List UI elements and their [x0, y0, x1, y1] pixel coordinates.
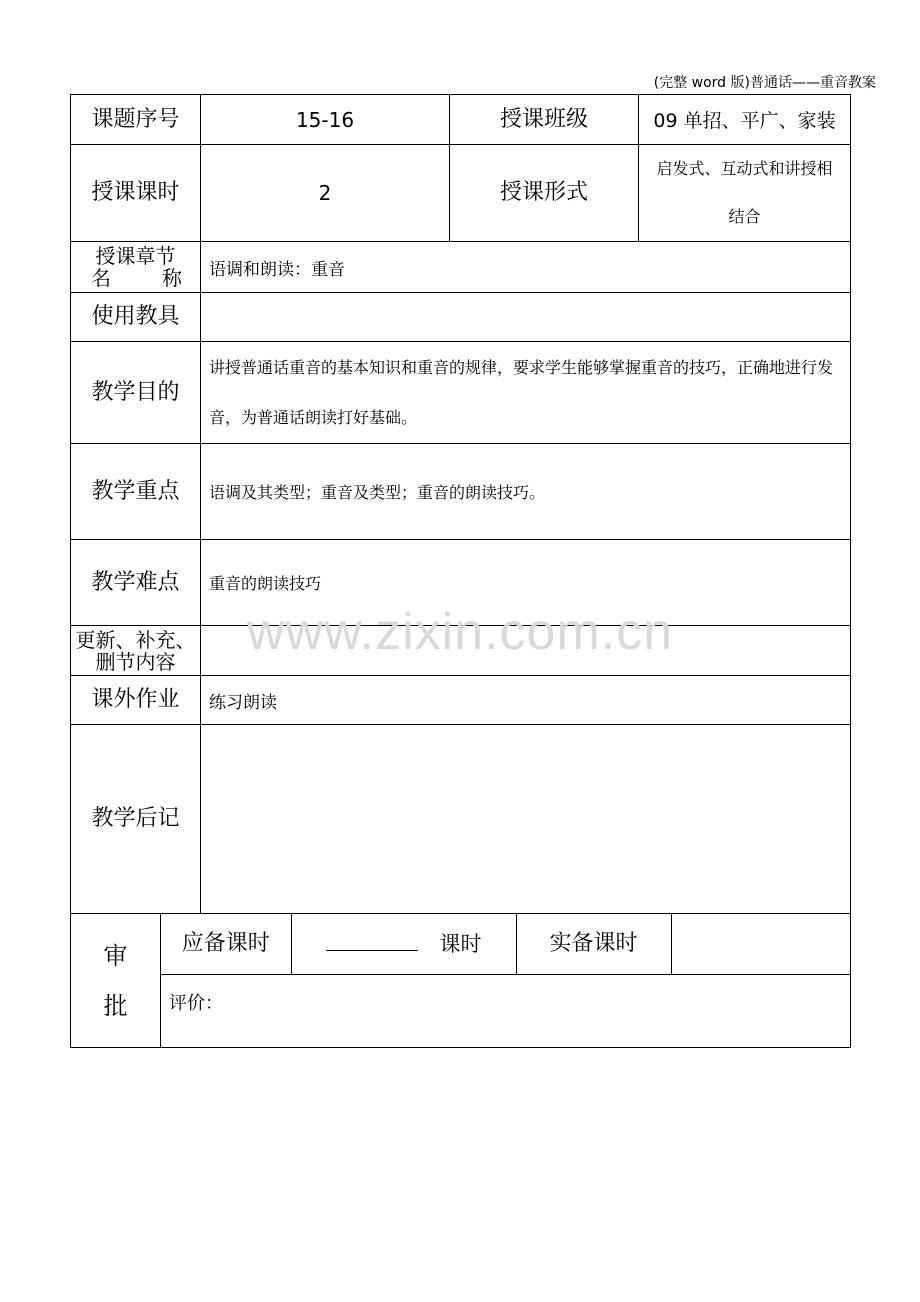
row-update	[71, 626, 851, 676]
header-note: (完整 word 版)普通话——重音教案	[653, 75, 876, 91]
review-comment: 评价：	[161, 975, 851, 1048]
hours-value: 2	[201, 145, 450, 242]
difficulty-label: 教学难点	[71, 540, 201, 626]
planned-hours-value	[291, 914, 516, 974]
reflection-label: 教学后记	[71, 725, 201, 914]
goal-value: 讲授普通话重音的基本知识和重音的规律，要求学生能够掌握重音的技巧，正确地进行发音，为普通话朗读打好基础。	[201, 342, 851, 444]
topic-no-label: 课题序号	[71, 95, 201, 145]
actual-hours-label: 实备课时	[516, 914, 671, 974]
row-review-comment	[71, 975, 851, 1048]
planned-hours-blank	[326, 936, 418, 951]
row-review-hours	[71, 914, 851, 975]
form-value	[639, 145, 851, 242]
row-hours	[71, 145, 851, 242]
homework-label: 课外作业	[71, 676, 201, 725]
class-label: 授课班级	[450, 95, 639, 145]
hours-label: 授课课时	[71, 145, 201, 242]
review-label-line2: 批	[103, 991, 128, 1020]
key-points-label: 教学重点	[71, 444, 201, 540]
planned-hours-label: 应备课时	[161, 914, 291, 974]
form-label: 授课形式	[450, 145, 639, 242]
row-homework	[71, 676, 851, 725]
row-reflection	[71, 725, 851, 914]
chapter-label	[71, 242, 201, 293]
chapter-label-ming: 名	[91, 266, 111, 290]
planned-hours-unit: 课时	[439, 932, 482, 956]
row-tools	[71, 293, 851, 342]
homework-value: 练习朗读	[201, 676, 851, 725]
actual-hours-value	[671, 914, 851, 974]
chapter-label-line2	[71, 267, 200, 289]
tools-value	[201, 293, 851, 342]
review-hours-cell	[161, 914, 851, 975]
class-value: 09 单招、平广、家装	[639, 95, 851, 145]
review-label-line1: 审	[103, 941, 128, 970]
review-label	[71, 914, 161, 1048]
row-chapter	[71, 242, 851, 293]
chapter-label-cheng: 称	[162, 266, 183, 290]
update-value	[201, 626, 851, 676]
lesson-plan-table	[70, 94, 851, 1048]
row-key-points	[71, 444, 851, 540]
key-points-value: 语调及其类型；重音及类型；重音的朗读技巧。	[201, 444, 851, 540]
topic-no-value: 15-16	[201, 95, 450, 145]
update-label-line1: 更新、补充、	[75, 627, 196, 652]
tools-label: 使用教具	[71, 293, 201, 342]
review-hours-table	[161, 914, 851, 974]
form-value-line1: 启发式、互动式和讲授相	[656, 159, 833, 178]
watermark: www.zixin.com.cn	[246, 603, 674, 661]
update-label	[71, 626, 201, 676]
difficulty-value: 重音的朗读技巧	[201, 540, 851, 626]
row-goal	[71, 342, 851, 444]
form-value-line2: 结合	[728, 207, 761, 226]
update-label-line2: 删节内容	[95, 649, 176, 674]
goal-label: 教学目的	[71, 342, 201, 444]
chapter-label-line1: 授课章节	[95, 244, 176, 268]
reflection-value	[201, 725, 851, 914]
row-topic-no	[71, 95, 851, 145]
row-difficulty	[71, 540, 851, 626]
chapter-value: 语调和朗读：重音	[201, 242, 851, 293]
